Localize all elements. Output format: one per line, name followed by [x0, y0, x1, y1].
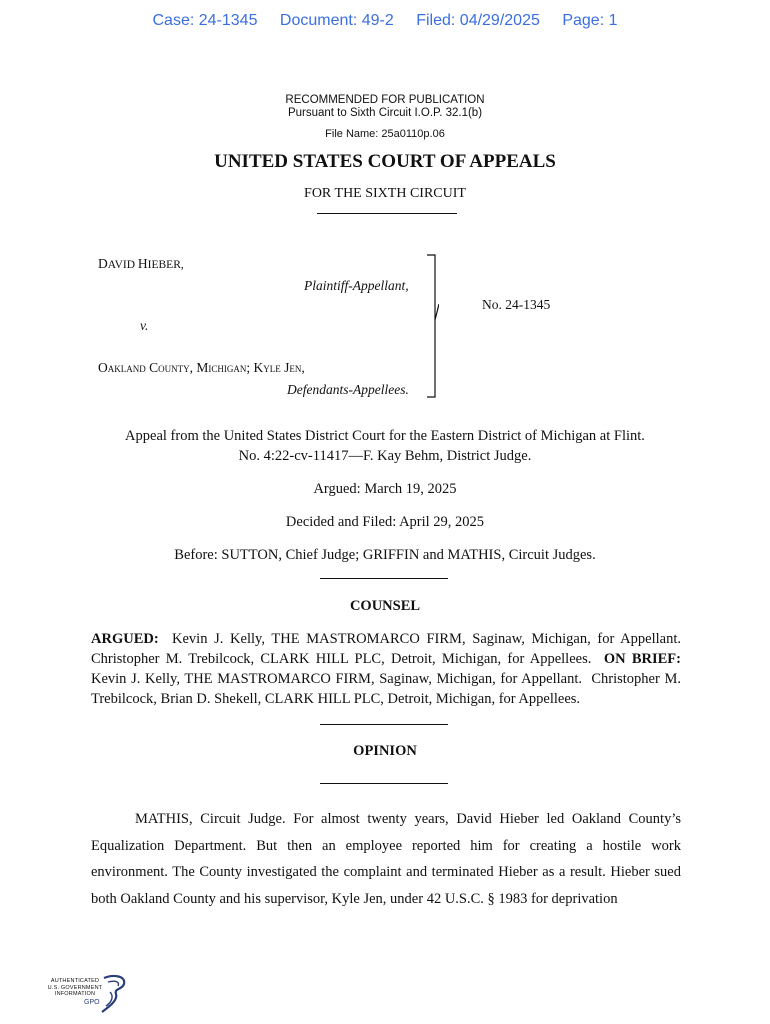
- title-divider: [317, 213, 457, 214]
- plaintiff-name: DAVID HIEBER,: [98, 256, 184, 271]
- versus: v.: [140, 318, 149, 333]
- filed-date-header: Filed: 04/29/2025: [416, 12, 540, 29]
- caption-bracket: [427, 254, 439, 398]
- document-number-header: Document: 49-2: [279, 12, 394, 29]
- appeal-origin: Appeal from the United States District Court for the Eastern District of Michigan at Flint.: [125, 428, 645, 444]
- argued-label: ARGUED:: [91, 631, 159, 647]
- counsel-paragraph: [91, 629, 685, 709]
- opinion-heading: OPINION: [353, 743, 417, 759]
- decided-date: Decided and Filed: April 29, 2025: [285, 514, 485, 530]
- gpo-authentication-seal: [44, 972, 134, 1016]
- panel-judges: Before: SUTTON, Chief Judge; GRIFFIN and MATHIS, Circuit Judges.: [174, 547, 596, 563]
- district-case: No. 4:22-cv-11417—F. Kay Behm, District Judge.: [238, 448, 532, 464]
- gpo-label: GPO: [84, 999, 100, 1006]
- panel-divider: [320, 578, 448, 579]
- seal-line-government: U.S. GOVERNMENT: [47, 984, 103, 991]
- defendants-names: Oakland County, Michigan; Kyle Jen,: [98, 360, 305, 375]
- plaintiff-role: Plaintiff-Appellant,: [304, 278, 409, 293]
- document-header: [0, 12, 770, 30]
- counsel-heading: COUNSEL: [349, 598, 421, 614]
- brief-label: ON BRIEF:: [603, 651, 681, 667]
- case-number-header: Case: 24-1345: [152, 12, 258, 29]
- argued-date: Argued: March 19, 2025: [313, 481, 457, 497]
- page-number-header: Page: 1: [562, 12, 618, 29]
- court-title: UNITED STATES COURT OF APPEALS: [214, 151, 556, 172]
- seal-line-authenticated: AUTHENTICATED: [50, 978, 100, 984]
- brief-counsel: Kevin J. Kelly, THE MASTROMARCO FIRM, Saginaw, Michigan, for Appellant. Christopher M. Trebilcock, Brian D. Shekell, CLARK HILL PLC, Detroit, Michigan, for Appellees.: [91, 651, 685, 707]
- opinion-divider: [320, 783, 448, 784]
- counsel-divider: [320, 724, 448, 725]
- publication-notice: [0, 94, 770, 120]
- opinion-body: MATHIS, Circuit Judge. For almost twenty years, David Hieber led Oakland County’s Equalization Department. But then an employee reported him for creating a hostile work environment. The County investigated the complaint and terminated Hieber as a result. Hieber sued both Oakland County and his supervisor, Kyle Jen, under 42 U.S.C. § 1983 for deprivation: [91, 811, 681, 907]
- defendants-role: Defendants-Appellees.: [287, 382, 409, 397]
- publication-recommendation: RECOMMENDED FOR PUBLICATION: [285, 94, 485, 106]
- argued-counsel: Kevin J. Kelly, THE MASTROMARCO FIRM, Saginaw, Michigan, for Appellant. Christopher M. Trebilcock, CLARK HILL PLC, Detroit, Michigan, for Appellees.: [91, 631, 685, 667]
- file-name: File Name: 25a0110p.06: [325, 128, 445, 140]
- docket-number: No. 24-1345: [482, 297, 551, 312]
- seal-line-information: INFORMATION: [54, 991, 96, 997]
- publication-rule: Pursuant to Sixth Circuit I.O.P. 32.1(b): [287, 107, 483, 119]
- circuit-name: FOR THE SIXTH CIRCUIT: [304, 186, 466, 201]
